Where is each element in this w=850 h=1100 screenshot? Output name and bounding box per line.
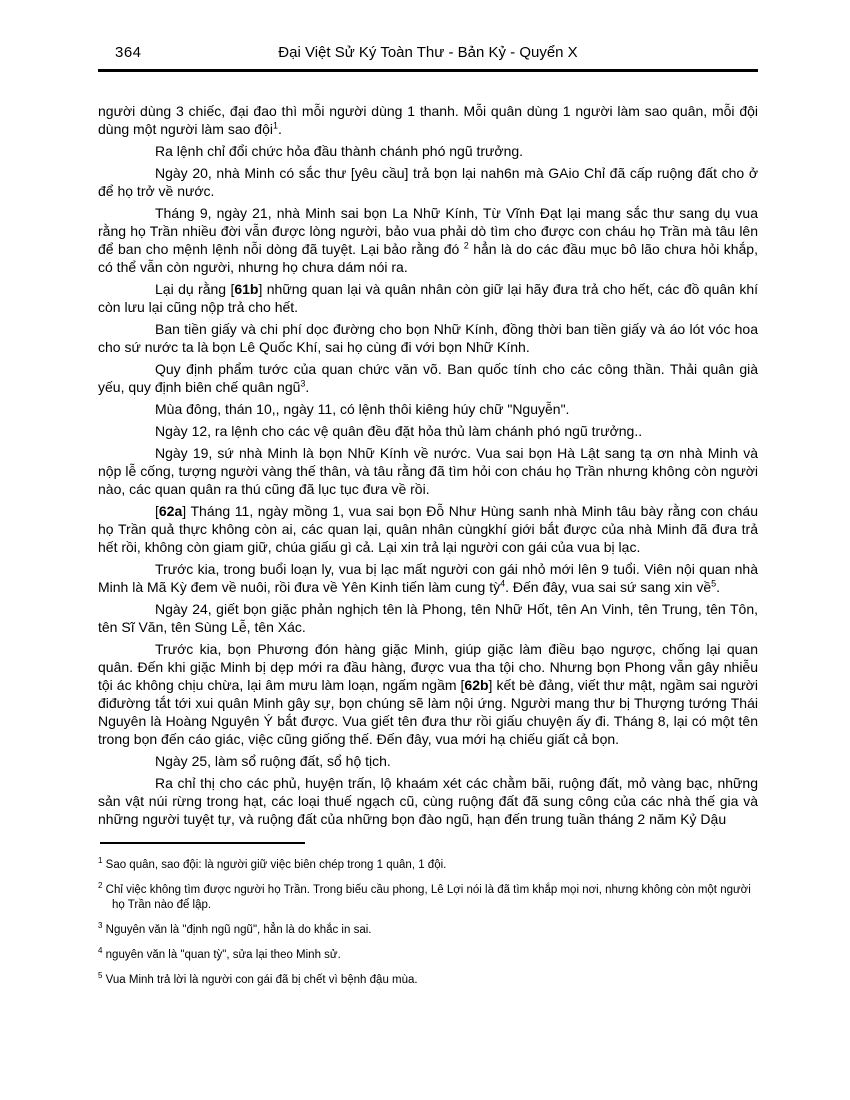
page-content bbox=[98, 44, 758, 988]
footnote-marker: 1 bbox=[98, 856, 103, 866]
header-title: Đại Việt Sử Ký Toàn Thư - Bản Kỷ - Quyển X bbox=[278, 44, 578, 61]
paragraph: Ngày 24, giết bọn giặc phản nghịch tên là Phong, tên Nhữ Hốt, tên An Vinh, tên Trung, tên Tôn, tên Sĩ Văn, tên Sùng Lễ, tên Xác. bbox=[98, 601, 758, 635]
paragraph: Ra chỉ thị cho các phủ, huyện trấn, lộ khaám xét các chằm bãi, ruộng đất, mỏ vàng bạc, những sản vật núi rừng trong hạt, các loại thuế ngạch cũ, cùng ruộng đất đã sung công của các nhà thế gia và những người tuyệt tự, và ruộng đất của những bọn đào ngũ, hạn đến trung tuần tháng 2 năm Kỷ Dậu bbox=[98, 775, 758, 827]
paragraph: [62a] Tháng 11, ngày mồng 1, vua sai bọn Đỗ Như Hùng sanh nhà Minh tâu bày rằng con cháu họ Trần quả thực không còn ai, các quan lại, quân nhân cùngkhí giới bắt được của nhà Minh đã đưa trả hết rồi, không còn giam giữ, chúa giấu gì cả. Lại xin trả lại người con gái của vua bị lạc. bbox=[98, 503, 758, 555]
footnote-ref: 4 bbox=[500, 578, 506, 589]
paragraph: Ngày 20, nhà Minh có sắc thư [yêu cầu] trả bọn lại nah6n mà GAio Chỉ đã cấp ruộng đất cho ở để họ trở về nước. bbox=[98, 165, 758, 199]
footnote-ref: 2 bbox=[463, 240, 469, 251]
footnote: $^4$ nguyên văn là "quan tỳ", sửa lại theo Minh sử. bbox=[98, 946, 341, 961]
page-number: 364 bbox=[115, 44, 142, 61]
folio-marker: 62a bbox=[158, 503, 183, 519]
paragraph: Quy định phẩm tước của quan chức văn võ. Ban quốc tính cho các công thần. Thải quân già yếu, quy định biên chế quân ngũ$^3$. bbox=[98, 361, 758, 395]
paragraph: Ngày 12, ra lệnh cho các vệ quân đều đặt hỏa thủ làm chánh phó ngũ trưởng.. bbox=[155, 423, 643, 439]
header-rule bbox=[98, 69, 758, 72]
paragraph: Ngày 19, sứ nhà Minh là bọn Nhữ Kính về nước. Vua sai bọn Hà Lật sang tạ ơn nhà Minh và nộp lễ cống, tượng người vàng thế thân, và tâu rằng đã tìm hỏi con cháu họ Trần nhưng không còn người nào, các quan quân ra thú cũng đã lục tục đưa về rồi. bbox=[98, 445, 758, 497]
body-paragraphs bbox=[98, 102, 758, 828]
footnotes-list bbox=[98, 858, 758, 988]
folio-marker: 62b bbox=[464, 677, 489, 693]
paragraph: Mùa đông, thán 10,, ngày 11, có lệnh thôi kiêng húy chữ "Nguyễn". bbox=[155, 401, 570, 417]
footnote: $^5$ Vua Minh trả lời là người con gái đã bị chết vì bệnh đậu mùa. bbox=[98, 971, 418, 986]
footnote-marker: 5 bbox=[98, 971, 103, 981]
footnote-ref: 5 bbox=[711, 578, 717, 589]
footnote-marker: 3 bbox=[98, 921, 103, 931]
paragraph: Tháng 9, ngày 21, nhà Minh sai bọn La Nhữ Kính, Từ Vĩnh Đạt lại mang sắc thư sang dụ vua rằng họ Trần nhiều đời vẫn được lòng người, bảo vua phải dò tìm cho được con cháu họ Trần mà tâu lên để ban cho mệnh lệnh nỗi dòng đã tuyệt. Lại bảo rằng đó $^2$ hẳn là do các đầu mục bô lão chưa hỏi khắp, có thể vẫn còn người, nhưng họ chưa dám nói ra. bbox=[98, 205, 758, 275]
paragraph: Ra lệnh chỉ đổi chức hỏa đầu thành chánh phó ngũ trưởng. bbox=[155, 143, 524, 159]
footnote-marker: 2 bbox=[98, 881, 103, 891]
footnote-ref: 1 bbox=[272, 120, 278, 131]
paragraph: Ban tiền giấy và chi phí dọc đường cho bọn Nhữ Kính, đồng thời ban tiền giấy và áo lót vóc hoa cho sứ nước ta là bọn Lê Quốc Khí, sai họ cùng đi với bọn Nhữ Kính. bbox=[98, 321, 758, 355]
footnote-separator bbox=[100, 842, 305, 844]
footnote-marker: 4 bbox=[98, 946, 103, 956]
paragraph: người dùng 3 chiếc, đại đao thì mỗi người dùng 1 thanh. Mỗi quân dùng 1 người làm sao quân, mỗi đội dùng một người làm sao đội$^1$. bbox=[98, 103, 758, 137]
footnote: $^3$ Nguyên văn là "định ngũ ngũ", hẳn là do khắc in sai. bbox=[98, 921, 372, 936]
paragraph: Trước kia, bọn Phương đón hàng giặc Minh, giúp giặc làm điều bạo ngược, chống lại quan quân. Đến khi giặc Minh bị dẹp mới ra đầu hàng, được vua tha tội cho. Nhưng bọn Phong vẫn gây nhiễu tội ác không chịu chừa, lại âm mưu làm loạn, ngấm ngầm [62b] kết bè đảng, viết thư mật, ngầm sai người điđường tắt tới xui quân Minh gây sự, bọn chúng sẽ làm nội ứng. Người mang thư bị Thượng tướng Thái Nguyên là Hoàng Nguyên Ý bắt được. Vua giết tên đưa thư rồi giấu chuyện ấy đi. Tháng 8, lại có một tên trong bọn đến cáo giác, việc cũng giống thế. Đến đây, vua mới hạ chiếu giất cả bọn. bbox=[98, 641, 758, 747]
page-header bbox=[98, 44, 758, 64]
footnote: $^1$ Sao quân, sao đội: là người giữ việc biên chép trong 1 quân, 1 đội. bbox=[98, 856, 447, 871]
paragraph: Trước kia, trong buổi loạn ly, vua bị lạc mất người con gái nhỏ mới lên 9 tuổi. Viên nội quan nhà Minh là Mã Kỳ đem về nuôi, rồi đưa về Yên Kinh tiến làm cung tỳ$^4$. Đến đây, vua sai sứ sang xin về$^5$. bbox=[98, 561, 758, 595]
footnote: $^2$ Chỉ việc không tìm được người họ Trần. Trong biếu cầu phong, Lê Lợi nói là đã tìm khắp mọi nơi, nhưng không còn một người họ Trần nào để lập. bbox=[98, 881, 751, 911]
paragraph: Lại dụ rằng [61b] những quan lại và quân nhân còn giữ lại hãy đưa trả cho hết, các đồ quân khí còn lưu lại cũng nộp trả cho hết. bbox=[98, 281, 759, 315]
folio-marker: 61b bbox=[234, 281, 259, 297]
footnote-ref: 3 bbox=[300, 378, 306, 389]
paragraph: Ngày 25, làm sổ ruộng đất, sổ hộ tịch. bbox=[155, 753, 391, 769]
